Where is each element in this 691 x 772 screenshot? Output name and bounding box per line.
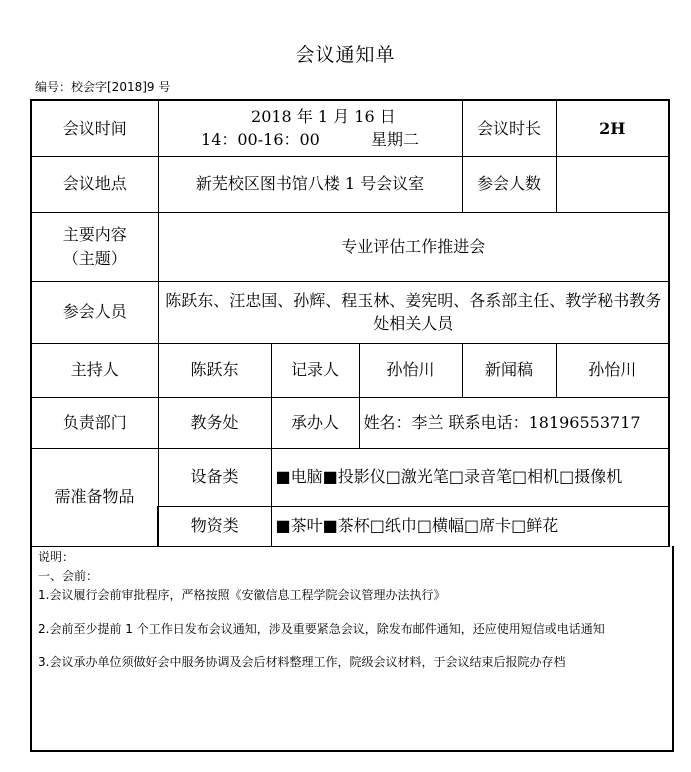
organizer-label: 承办人 xyxy=(271,397,359,448)
host-value: 陈跃东 xyxy=(158,343,271,397)
row-location xyxy=(31,156,669,212)
row-equipment xyxy=(31,448,669,506)
attendee-count-value xyxy=(556,156,669,212)
meeting-form-table xyxy=(30,99,670,547)
row-host xyxy=(31,343,669,397)
supplies-label: 物资类 xyxy=(158,506,271,546)
attendee-count-label: 参会人数 xyxy=(462,156,556,212)
note-item: 3.会议承办单位须做好会中服务协调及会后材料整理工作，院级会议材料，于会议结束后报院办存档 xyxy=(38,654,566,669)
meeting-date: 2018 年 1 月 16 日 xyxy=(251,107,396,127)
attendees-value: 陈跃东、汪忠国、孙辉、程玉林、姜宪明、各系部主任、教学秘书教务处相关人员 xyxy=(158,281,669,343)
recorder-value: 孙怡川 xyxy=(359,343,462,397)
department-value: 教务处 xyxy=(158,397,271,448)
department-label: 负责部门 xyxy=(31,397,158,448)
content-value: 专业评估工作推进会 xyxy=(158,212,669,281)
document-number: 编号：校会字[2018]9 号 xyxy=(35,80,171,94)
news-label: 新闻稿 xyxy=(462,343,556,397)
notes-section xyxy=(30,546,674,752)
row-department xyxy=(31,397,669,448)
duration-label: 会议时长 xyxy=(462,100,556,156)
row-content xyxy=(31,212,669,281)
content-label xyxy=(31,212,158,281)
supplies-checklist: ■茶叶■茶杯□纸巾□横幅□席卡□鲜花 xyxy=(271,506,669,546)
location-label: 会议地点 xyxy=(31,156,158,212)
row-attendees xyxy=(31,281,669,343)
recorder-label: 记录人 xyxy=(271,343,359,397)
host-label: 主持人 xyxy=(31,343,158,397)
duration-value: 2H xyxy=(556,100,669,156)
content-label-line1: 主要内容 xyxy=(62,225,127,245)
location-value: 新芜校区图书馆八楼 1 号会议室 xyxy=(158,156,462,212)
notes-section-title: 一、会前： xyxy=(38,569,99,584)
attendees-label: 参会人员 xyxy=(31,281,158,343)
time-label: 会议时间 xyxy=(31,100,158,156)
news-value: 孙怡川 xyxy=(556,343,669,397)
meeting-time: 14：00-16：00 xyxy=(201,130,320,150)
equipment-checklist: ■电脑■投影仪□激光笔□录音笔□相机□摄像机 xyxy=(271,448,669,506)
page-title: 会议通知单 xyxy=(295,44,396,66)
note-item: 1.会议履行会前审批程序，严格按照《安徽信息工程学院会议管理办法执行》 xyxy=(38,588,446,603)
organizer-contact: 姓名：李兰 联系电话：18196553717 xyxy=(359,397,669,448)
content-label-line2: （主题） xyxy=(62,248,127,268)
row-time xyxy=(31,100,669,156)
notes-heading: 说明： xyxy=(38,550,75,564)
time-value xyxy=(158,100,462,156)
note-item: 2.会前至少提前 1 个工作日发布会议通知，涉及重要紧急会议，除发布邮件通知，还应使用短信或电话通知 xyxy=(38,621,605,636)
items-label: 需准备物品 xyxy=(31,448,158,546)
meeting-weekday: 星期二 xyxy=(370,130,419,150)
equipment-label: 设备类 xyxy=(158,448,271,506)
